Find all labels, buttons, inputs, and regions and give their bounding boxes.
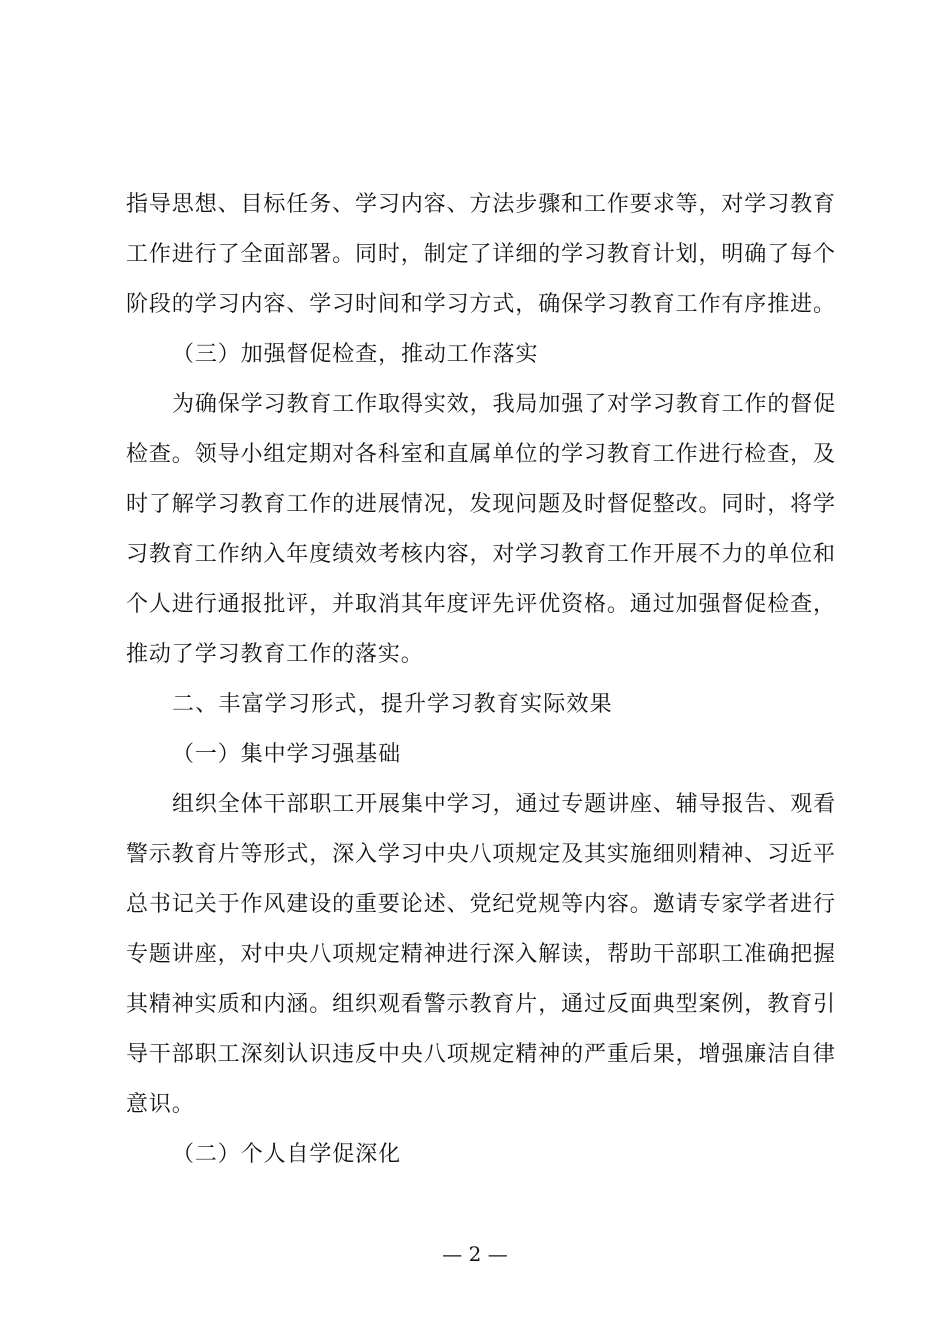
body-text-line: 总书记关于作风建设的重要论述、党纪党规等内容。邀请专家学者进行 — [126, 892, 836, 917]
section-subheading: （一）集中学习强基础 — [172, 742, 402, 767]
body-text-line: 检查。领导小组定期对各科室和直属单位的学习教育工作进行检查，及 — [126, 442, 836, 467]
body-text-line: 个人进行通报批评，并取消其年度评先评优资格。通过加强督促检查， — [126, 592, 836, 617]
page-number: — 2 — — [442, 1242, 508, 1266]
body-text-line: 时了解学习教育工作的进展情况，发现问题及时督促整改。同时，将学 — [126, 492, 836, 517]
body-text-line: 为确保学习教育工作取得实效，我局加强了对学习教育工作的督促 — [172, 392, 837, 417]
body-text-line: 警示教育片等形式，深入学习中央八项规定及其实施细则精神、习近平 — [126, 842, 836, 867]
body-text-line: 工作进行了全面部署。同时，制定了详细的学习教育计划，明确了每个 — [126, 242, 836, 267]
body-text-line: 意识。 — [126, 1092, 195, 1117]
body-text-line: 专题讲座，对中央八项规定精神进行深入解读，帮助干部职工准确把握 — [126, 942, 836, 967]
body-text-line: 阶段的学习内容、学习时间和学习方式，确保学习教育工作有序推进。 — [126, 292, 836, 317]
section-subheading: （三）加强督促检查，推动工作落实 — [172, 342, 539, 367]
body-text-line: 指导思想、目标任务、学习内容、方法步骤和工作要求等，对学习教育 — [126, 192, 836, 217]
section-heading: 二、丰富学习形式，提升学习教育实际效果 — [172, 692, 613, 717]
body-text-line: 其精神实质和内涵。组织观看警示教育片，通过反面典型案例，教育引 — [126, 992, 836, 1017]
body-text-line: 组织全体干部职工开展集中学习，通过专题讲座、辅导报告、观看 — [172, 792, 837, 817]
body-text-line: 推动了学习教育工作的落实。 — [126, 642, 424, 667]
body-text-line: 习教育工作纳入年度绩效考核内容，对学习教育工作开展不力的单位和 — [126, 542, 836, 567]
section-subheading: （二）个人自学促深化 — [172, 1142, 402, 1167]
body-text-line: 导干部职工深刻认识违反中央八项规定精神的严重后果，增强廉洁自律 — [126, 1042, 836, 1067]
